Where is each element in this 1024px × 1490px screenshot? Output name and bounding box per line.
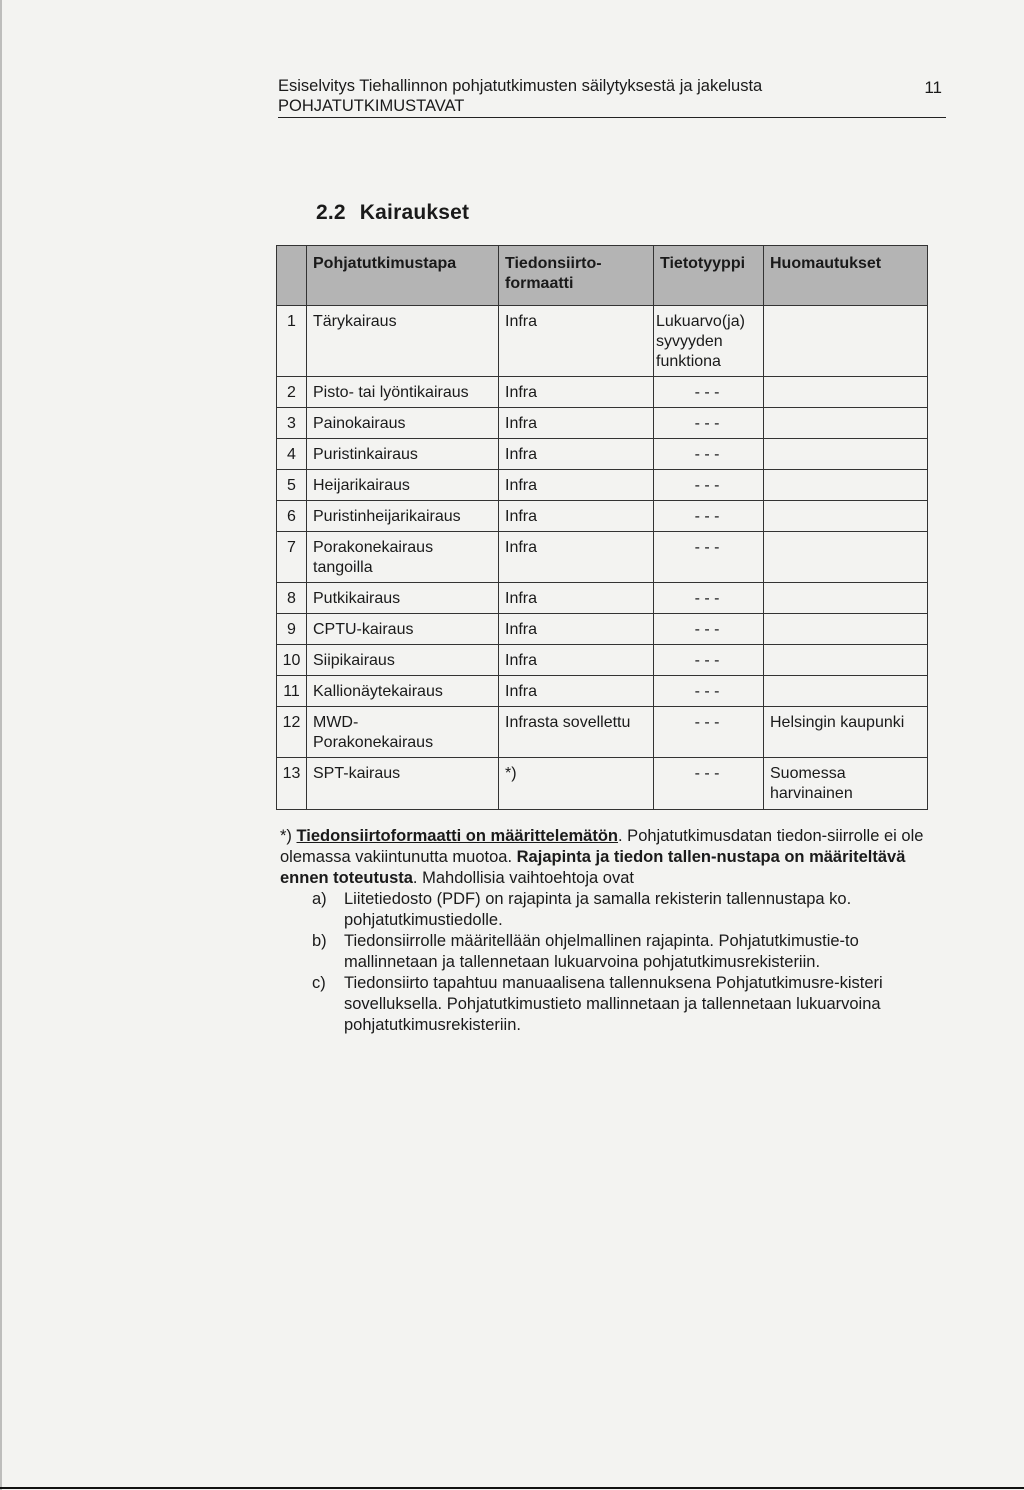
type-cell: - - - bbox=[654, 645, 764, 676]
method-cell: Pisto- tai lyöntikairaus bbox=[307, 377, 499, 408]
format-cell: Infra bbox=[499, 470, 654, 501]
row-number: 6 bbox=[277, 501, 307, 532]
method-cell: Kallionäytekairaus bbox=[307, 676, 499, 707]
footnote-paragraph bbox=[280, 826, 948, 889]
method-cell: Painokairaus bbox=[307, 408, 499, 439]
col-header-number bbox=[277, 246, 307, 306]
notes-cell bbox=[764, 645, 928, 676]
col-header-format: Tiedonsiirto- formaatti bbox=[499, 246, 654, 306]
option-text: Tiedonsiirto tapahtuu manuaalisena tallennuksena Pohjatutkimusre-kisteri sovelluksella. Pohjatutkimustieto mallinnetaan ja tallennetaan lukuarvoina pohjatutkimusrekisteriin. bbox=[344, 974, 883, 1034]
notes-cell bbox=[764, 676, 928, 707]
method-cell: Siipikairaus bbox=[307, 645, 499, 676]
format-cell: Infra bbox=[499, 439, 654, 470]
table-row bbox=[277, 377, 928, 408]
option-marker: a) bbox=[312, 890, 327, 908]
option-text: Liitetiedosto (PDF) on rajapinta ja samalla rekisterin tallennustapa ko. pohjatutkimustiedolle. bbox=[344, 890, 852, 929]
table-row bbox=[277, 408, 928, 439]
header-subtitle: POHJATUTKIMUSTAVAT bbox=[278, 97, 465, 115]
table-row bbox=[277, 439, 928, 470]
row-number: 1 bbox=[277, 306, 307, 377]
notes-cell bbox=[764, 439, 928, 470]
section-heading bbox=[316, 201, 469, 225]
notes-cell bbox=[764, 583, 928, 614]
type-cell: - - - bbox=[654, 408, 764, 439]
row-number: 12 bbox=[277, 707, 307, 758]
footnote-text-1: . Pohjatutkimusdatan tiedon-siirrolle ei ole olemassa vakiintunutta muotoa. bbox=[280, 827, 924, 866]
method-cell: Tärykairaus bbox=[307, 306, 499, 377]
notes-cell bbox=[764, 501, 928, 532]
footnote-text-2: . Mahdollisia vaihtoehtoja ovat bbox=[412, 869, 634, 887]
notes-cell bbox=[764, 614, 928, 645]
format-cell: Infra bbox=[499, 676, 654, 707]
format-cell: Infra bbox=[499, 645, 654, 676]
format-cell: Infra bbox=[499, 377, 654, 408]
option-marker: b) bbox=[312, 932, 327, 950]
method-cell: MWD- Porakonekairaus bbox=[307, 707, 499, 758]
page-header bbox=[278, 76, 946, 118]
type-cell: - - - bbox=[654, 377, 764, 408]
type-cell: - - - bbox=[654, 439, 764, 470]
page-number: 11 bbox=[924, 78, 942, 97]
row-number: 11 bbox=[277, 676, 307, 707]
table-row bbox=[277, 470, 928, 501]
header-title: Esiselvitys Tiehallinnon pohjatutkimusten säilytyksestä ja jakelusta bbox=[278, 77, 763, 95]
notes-cell bbox=[764, 408, 928, 439]
row-number: 9 bbox=[277, 614, 307, 645]
option-marker: c) bbox=[312, 974, 326, 992]
notes-cell bbox=[764, 377, 928, 408]
table-row bbox=[277, 614, 928, 645]
table-row bbox=[277, 532, 928, 583]
format-cell: Infra bbox=[499, 583, 654, 614]
notes-cell bbox=[764, 532, 928, 583]
type-cell: - - - bbox=[654, 614, 764, 645]
row-number: 5 bbox=[277, 470, 307, 501]
section-number: 2.2 bbox=[316, 201, 346, 224]
row-number: 3 bbox=[277, 408, 307, 439]
notes-cell: Suomessa harvinainen bbox=[764, 758, 928, 810]
scan-edge bbox=[0, 0, 2, 1490]
notes-cell: Helsingin kaupunki bbox=[764, 707, 928, 758]
col-header-notes: Huomautukset bbox=[764, 246, 928, 306]
row-number: 4 bbox=[277, 439, 307, 470]
scan-bottom-edge bbox=[0, 1487, 1024, 1489]
table-row bbox=[277, 676, 928, 707]
type-cell: - - - bbox=[654, 583, 764, 614]
row-number: 7 bbox=[277, 532, 307, 583]
method-cell: Puristinheijarikairaus bbox=[307, 501, 499, 532]
method-cell: Putkikairaus bbox=[307, 583, 499, 614]
type-cell: - - - bbox=[654, 758, 764, 810]
row-number: 13 bbox=[277, 758, 307, 810]
method-cell: Heijarikairaus bbox=[307, 470, 499, 501]
table-header-row bbox=[277, 246, 928, 306]
col-header-type: Tietotyyppi bbox=[654, 246, 764, 306]
format-cell: Infra bbox=[499, 614, 654, 645]
footnote-block bbox=[280, 826, 948, 1036]
notes-cell bbox=[764, 470, 928, 501]
method-cell: CPTU-kairaus bbox=[307, 614, 499, 645]
format-cell: Infra bbox=[499, 408, 654, 439]
option-item bbox=[280, 973, 948, 1036]
table-row bbox=[277, 707, 928, 758]
section-title: Kairaukset bbox=[359, 201, 470, 224]
method-cell: SPT-kairaus bbox=[307, 758, 499, 810]
drilling-methods-table bbox=[276, 245, 928, 810]
option-item bbox=[280, 931, 948, 973]
footnote-underlined: Tiedonsiirtoformaatti on määrittelemätön bbox=[296, 827, 619, 845]
type-cell: - - - bbox=[654, 470, 764, 501]
format-cell: Infra bbox=[499, 501, 654, 532]
format-cell: Infra bbox=[499, 532, 654, 583]
type-cell: - - - bbox=[654, 501, 764, 532]
type-cell: - - - bbox=[654, 532, 764, 583]
table-row bbox=[277, 501, 928, 532]
option-text: Tiedonsiirrolle määritellään ohjelmallinen rajapinta. Pohjatutkimustie-to mallinnetaan ja tallennetaan lukuarvoina pohjatutkimusrekisteriin. bbox=[344, 932, 859, 971]
notes-cell bbox=[764, 306, 928, 377]
table-row bbox=[277, 306, 928, 377]
format-cell: Infra bbox=[499, 306, 654, 377]
format-cell: *) bbox=[499, 758, 654, 810]
footnote-bold: Rajapinta ja tiedon tallen-nustapa on määriteltävä ennen toteutusta bbox=[280, 848, 906, 887]
row-number: 8 bbox=[277, 583, 307, 614]
table-row bbox=[277, 583, 928, 614]
row-number: 2 bbox=[277, 377, 307, 408]
options-list bbox=[280, 889, 948, 1036]
type-cell: Lukuarvo(ja) syvyyden funktiona bbox=[654, 306, 764, 377]
method-cell: Puristinkairaus bbox=[307, 439, 499, 470]
table-row bbox=[277, 758, 928, 810]
row-number: 10 bbox=[277, 645, 307, 676]
table-row bbox=[277, 645, 928, 676]
format-cell: Infrasta sovellettu bbox=[499, 707, 654, 758]
method-cell: Porakonekairaus tangoilla bbox=[307, 532, 499, 583]
option-item bbox=[280, 889, 948, 931]
type-cell: - - - bbox=[654, 676, 764, 707]
table-body bbox=[277, 306, 928, 810]
col-header-method: Pohjatutkimustapa bbox=[307, 246, 499, 306]
type-cell: - - - bbox=[654, 707, 764, 758]
footnote-marker: *) bbox=[280, 827, 292, 845]
